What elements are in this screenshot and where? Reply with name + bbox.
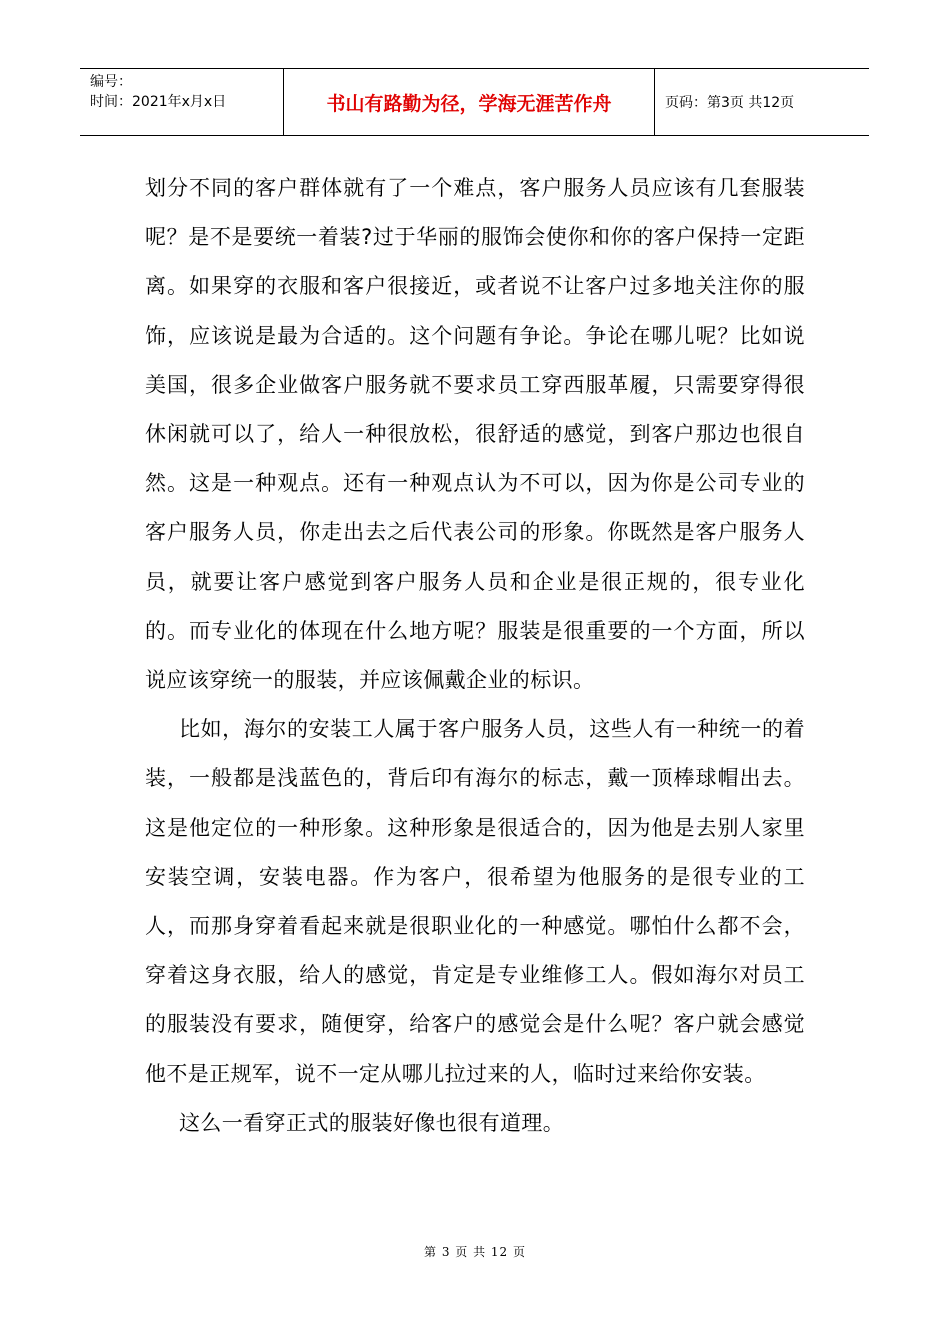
page-footer: 第 3 页 共 12 页 (424, 1245, 526, 1259)
time-label: 时间：2021年x月x日 (90, 94, 227, 110)
header-meta (80, 69, 284, 135)
paragraph: 比如，海尔的安装工人属于客户服务人员，这些人有一种统一的着装，一般都是浅蓝色的，背后印有海尔的标志，戴一顶棒球帽出去。这是他定位的一种形象。这种形象是很适合的，因为他是去别人家里安装空调，安装电器。作为客户，很希望为他服务的是很专业的工人，而那身穿着看起来就是很职业化的一种感觉。哪怕什么都不会，穿着这身衣服，给人的感觉，肯定是专业维修工人。假如海尔对员工的服装没有要求，随便穿，给客户的感觉会是什么呢？客户就会感觉他不是正规军，说不一定从哪儿拉过来的人，临时过来给你安装。 (145, 717, 805, 1086)
header-page-info: 页码：第3页 共12页 (665, 95, 795, 111)
paragraph: 这么一看穿正式的服装好像也很有道理。 (179, 1110, 565, 1135)
paragraph: 划分不同的客户群体就有了一个难点，客户服务人员应该有几套服装呢？是不是要统一着装?过于华丽的服饰会使你和你的客户保持一定距离。如果穿的衣服和客户很接近，或者说不让客户过多地关注你的服饰，应该说是最为合适的。这个问题有争论。争论在哪儿呢？比如说美国，很多企业做客户服务就不要求员工穿西服革履，只需要穿得很休闲就可以了，给人一种很放松，很舒适的感觉，到客户那边也很自然。这是一种观点。还有一种观点认为不可以，因为你是公司专业的客户服务人员，你走出去之后代表公司的形象。你既然是客户服务人员，就要让客户感觉到客户服务人员和企业是很正规的，很专业化的。而专业化的体现在什么地方呢？服装是很重要的一个方面，所以说应该穿统一的服装，并应该佩戴企业的标识。 (145, 176, 805, 693)
document-header (80, 68, 869, 136)
header-motto: 书山有路勤为径，学海无涯苦作舟 (284, 69, 655, 135)
document-body (145, 164, 805, 1148)
number-label: 编号： (90, 74, 132, 90)
